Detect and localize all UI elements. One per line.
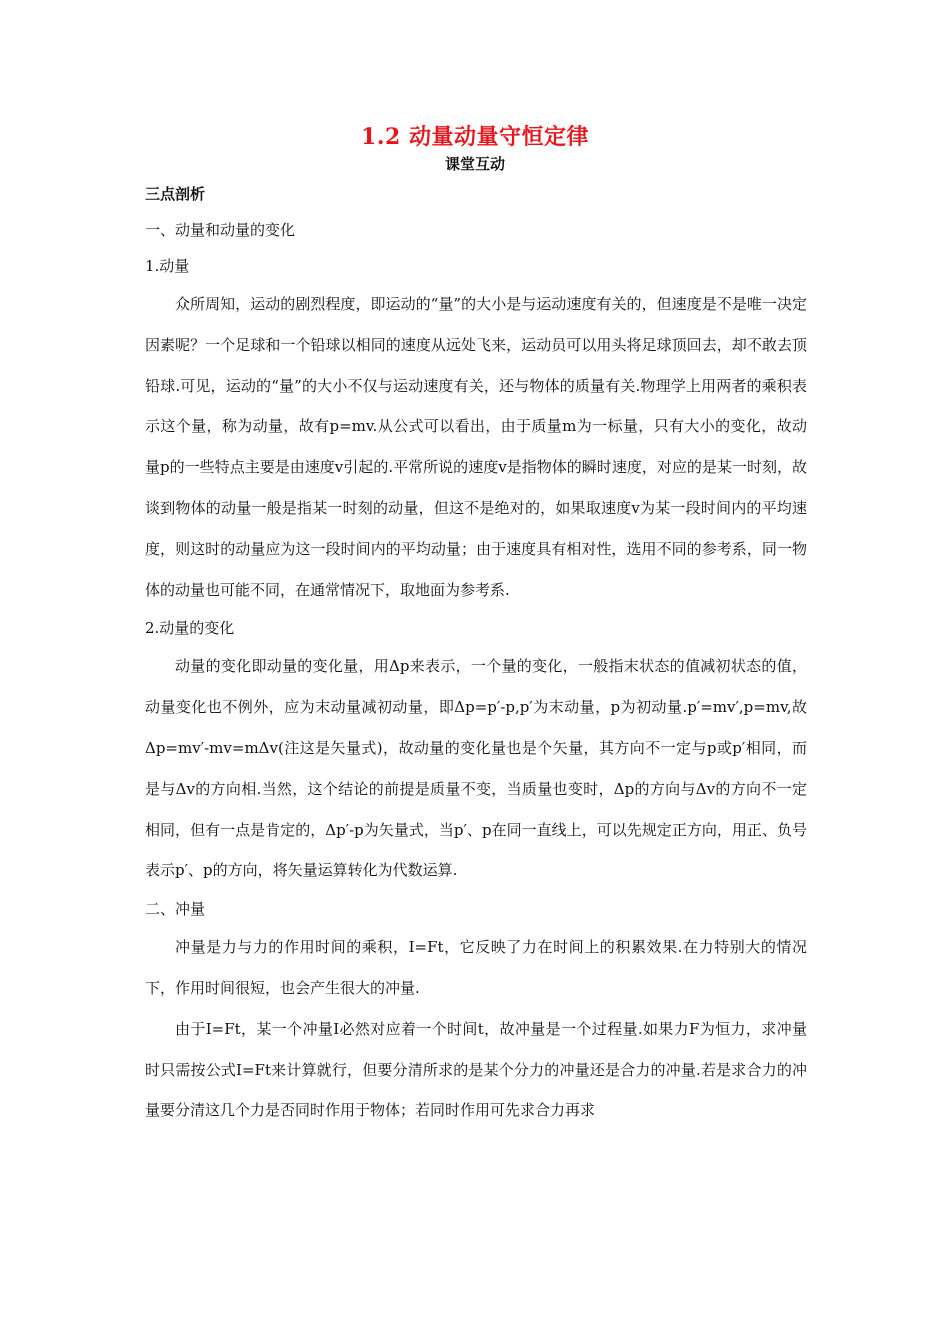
section-heading-impulse: 二、冲量 (145, 900, 206, 919)
section-heading-momentum-and-change: 一、动量和动量的变化 (145, 221, 296, 239)
document-body (145, 176, 807, 1131)
paragraph-momentum: 众所周知，运动的剧烈程度，即运动的“量”的大小是与运动速度有关的，但速度是不是唯一决定因素呢？一个足球和一个铅球以相同的速度从远处飞来，运动员可以用头将足球顶回去，却不敢去顶铅球.可见，运动的“量”的大小不仅与运动速度有关，还与物体的质量有关.物理学上用两者的乘积表示这个量，称为动量，故有p=mv.从公式可以看出，由于质量m为一标量，只有大小的变化，故动量p的一些特点主要是由速度v引起的.平常所说的速度v是指物体的瞬时速度，对应的是某一时刻，故谈到物体的动量一般是指某一时刻的动量，但这不是绝对的，如果取速度v为某一段时间内的平均速度，则这时的动量应为这一段时间内的平均动量；由于速度具有相对性，选用不同的参考系，同一物体的动量也可能不同，在通常情况下，取地面为参考系. (145, 295, 807, 599)
paragraph-impulse-process: 由于I=Ft，某一个冲量I必然对应着一个时间t，故冲量是一个过程量.如果力F为恒力，求冲量时只需按公式I=Ft来计算就行，但要分清所求的是某个分力的冲量还是合力的冲量.若是求合力的冲量要分清这几个力是否同时作用于物体；若同时作用可先求合力再求 (145, 1019, 807, 1120)
subsection-heading-momentum-change: 2.动量的变化 (145, 619, 235, 638)
paragraph-momentum-change: 动量的变化即动量的变化量，用Δp来表示，一个量的变化，一般指末状态的值减初状态的值，动量变化也不例外，应为末动量减初动量，即Δp=p′-p,p′为末动量，p为初动量.p′=mv′,p=mv,故Δp=mv′-mv=mΔv(注这是矢量式)，故动量的变化量也是个矢量，其方向不一定与p或p′相同，而是与Δv的方向相.当然，这个结论的前提是质量不变，当质量也变时，Δp的方向与Δv的方向不一定相同，但有一点是肯定的，Δp′-p为矢量式，当p′、p在同一直线上，可以先规定正方向，用正、负号表示p′、p的方向，将矢量运算转化为代数运算. (145, 657, 807, 880)
paragraph-impulse-definition: 冲量是力与力的作用时间的乘积，I=Ft，它反映了力在时间上的积累效果.在力特别大的情况下，作用时间很短，也会产生很大的冲量. (145, 938, 807, 997)
subsection-heading-momentum: 1.动量 (145, 257, 190, 275)
document-subtitle: 课堂互动 (444, 155, 505, 173)
document-title: 1.2 动量动量守恒定律 (361, 124, 589, 150)
section-label: 三点剖析 (145, 185, 206, 203)
